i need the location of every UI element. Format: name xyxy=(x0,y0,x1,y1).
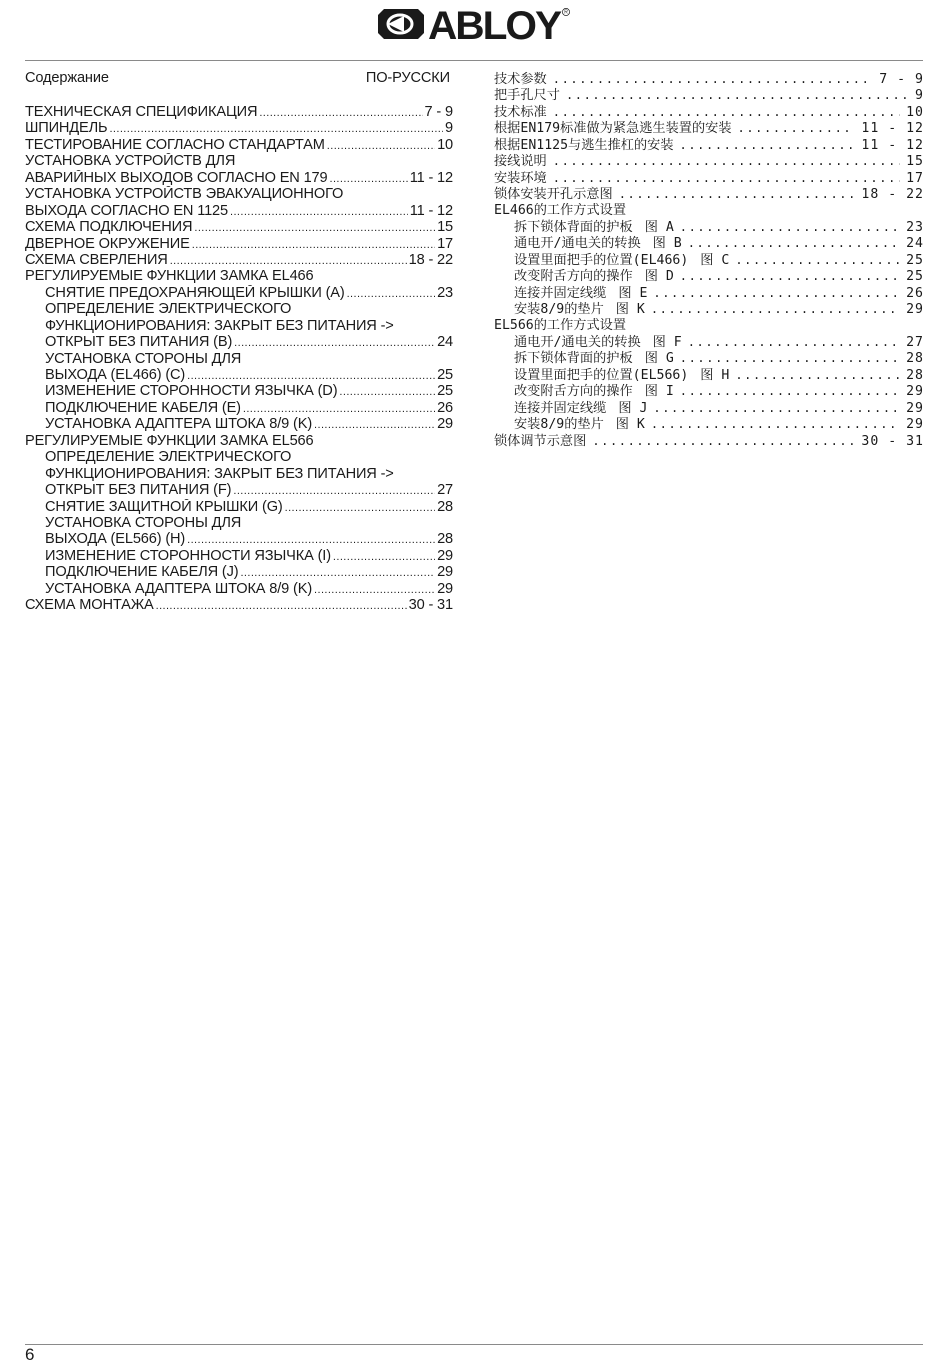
toc-leader-dots xyxy=(651,416,900,432)
toc-entry-text: 通电开/通电关的转换 xyxy=(514,236,641,252)
toc-entry xyxy=(494,367,924,383)
toc-entry-text: 通电开/通电关的转换 xyxy=(514,335,641,350)
svg-text:R: R xyxy=(564,9,568,16)
toc-entry-figure: 图 I xyxy=(644,384,674,400)
toc-title: Содержание xyxy=(25,70,109,86)
toc-entry xyxy=(494,71,924,87)
toc-entry-page: 28 xyxy=(437,531,453,548)
toc-entry-page: 18 - 22 xyxy=(408,251,453,268)
toc-entry-page: 29 xyxy=(437,416,453,433)
toc-entry-text: ОТКРЫТ БЕЗ ПИТАНИЯ (F) xyxy=(45,482,232,499)
russian-toc-list xyxy=(25,104,453,614)
toc-entry xyxy=(494,416,924,432)
toc-entry-text: УСТАНОВКА СТОРОНЫ ДЛЯ xyxy=(45,350,242,367)
toc-entry-page: 29 xyxy=(906,417,924,433)
toc-entry-text: 根据EN1125与逃生推杠的安装 xyxy=(494,137,674,153)
toc-entry-text: 设置里面把手的位置(EL466) xyxy=(514,252,689,268)
toc-entry xyxy=(494,120,924,136)
toc-leader-dots xyxy=(192,237,435,252)
toc-entry-figure: 图 D xyxy=(644,269,674,285)
toc-entry-text: УСТАНОВКА СТОРОНЫ ДЛЯ xyxy=(45,514,242,531)
toc-entry-text: 拆下锁体背面的护板 xyxy=(514,351,633,367)
toc-entry-text: EL466的工作方式设置 xyxy=(494,202,627,218)
toc-entry-page: 29 xyxy=(437,564,453,581)
toc-entry-text: 设置里面把手的位置(EL566) xyxy=(514,367,689,383)
toc-entry-page: 28 xyxy=(906,351,924,367)
toc-entry-text: ВЫХОДА (EL466) (C) xyxy=(45,367,186,383)
toc-entry-figure: 图 G xyxy=(644,351,674,367)
toc-entry-text: 拆下锁体背面的护板 xyxy=(514,219,633,235)
toc-leader-dots xyxy=(653,400,900,416)
brand-name: ABLOY xyxy=(428,6,563,42)
toc-leader-dots xyxy=(240,565,435,580)
toc-entry-text: АВАРИЙНЫХ ВЫХОДОВ СОГЛАСНО EN 179 xyxy=(25,169,328,186)
toc-entry xyxy=(25,351,453,367)
toc-entry xyxy=(494,285,924,301)
toc-entry xyxy=(494,350,924,366)
toc-entry xyxy=(25,170,453,186)
toc-entry-page: 24 xyxy=(906,236,924,252)
toc-entry-text: ПОДКЛЮЧЕНИЕ КАБЕЛЯ (J) xyxy=(45,564,239,581)
toc-leader-dots xyxy=(187,532,435,547)
toc-entry xyxy=(25,597,453,613)
toc-entry-figure: 图 C xyxy=(700,252,730,268)
toc-leader-dots xyxy=(243,401,435,416)
toc-leader-dots xyxy=(234,335,435,350)
toc-entry-text: 安装8/9的垫片 xyxy=(514,302,604,318)
toc-leader-dots xyxy=(553,170,900,186)
toc-leader-dots xyxy=(680,137,856,153)
toc-entry-page: 28 xyxy=(437,498,453,515)
toc-entry-text: РЕГУЛИРУЕМЫЕ ФУНКЦИИ ЗАМКА EL466 xyxy=(25,268,314,285)
toc-entry-page: 23 xyxy=(437,284,453,301)
toc-entry-page: 29 xyxy=(437,547,453,564)
toc-entry xyxy=(25,466,453,482)
footer-rule xyxy=(25,1344,923,1345)
toc-entry xyxy=(494,104,924,120)
toc-leader-dots xyxy=(285,500,435,515)
toc-entry xyxy=(494,433,924,449)
toc-entry-page: 26 xyxy=(906,285,924,301)
toc-entry-text: 改变附舌方向的操作 xyxy=(514,269,633,285)
toc-entry-text: ТЕХНИЧЕСКАЯ СПЕЦИФИКАЦИЯ xyxy=(25,104,258,120)
toc-entry-page: 11 - 12 xyxy=(861,121,924,137)
toc-entry-text: СХЕМА МОНТАЖА xyxy=(25,597,154,614)
toc-entry-text: ФУНКЦИОНИРОВАНИЯ: ЗАКРЫТ БЕЗ ПИТАНИЯ -> xyxy=(45,317,394,334)
toc-entry xyxy=(25,548,453,564)
toc-leader-dots xyxy=(194,220,435,235)
toc-entry-page: 30 - 31 xyxy=(408,597,453,614)
toc-entry-text: 连接并固定线缆 xyxy=(514,400,607,416)
toc-entry-page: 26 xyxy=(437,399,453,416)
toc-leader-dots xyxy=(688,334,900,350)
toc-leader-dots xyxy=(109,121,443,136)
toc-leader-dots xyxy=(566,87,909,103)
toc-entry-text: ОТКРЫТ БЕЗ ПИТАНИЯ (B) xyxy=(45,334,233,351)
toc-entry xyxy=(494,400,924,416)
header-rule xyxy=(25,60,923,61)
toc-entry-page: 11 - 12 xyxy=(409,169,453,186)
toc-entry xyxy=(25,449,453,465)
toc-entry xyxy=(494,268,924,284)
toc-entry-text: 技术标准 xyxy=(494,104,547,120)
toc-leader-dots xyxy=(680,350,900,366)
toc-entry-text: ВЫХОДА СОГЛАСНО EN 1125 xyxy=(25,202,228,219)
toc-entry xyxy=(25,400,453,416)
toc-entry-page: 27 xyxy=(437,482,453,499)
toc-entry-page: 25 xyxy=(437,367,453,383)
toc-entry xyxy=(25,499,453,515)
toc-leader-dots xyxy=(347,286,435,301)
toc-entry-figure: 图 F xyxy=(652,335,682,350)
toc-entry xyxy=(25,367,453,383)
toc-entry xyxy=(25,137,453,153)
toc-entry xyxy=(25,301,453,317)
toc-entry xyxy=(25,581,453,597)
toc-entry-text: ТЕСТИРОВАНИЕ СОГЛАСНО СТАНДАРТАМ xyxy=(25,136,325,153)
toc-entry xyxy=(494,203,924,219)
toc-entry-figure: 图 J xyxy=(618,400,648,416)
toc-leader-dots xyxy=(653,285,900,301)
abloy-logo xyxy=(378,6,574,42)
toc-entry xyxy=(25,203,453,219)
toc-entry-figure: 图 K xyxy=(615,417,645,433)
toc-entry-text: ИЗМЕНЕНИЕ СТОРОННОСТИ ЯЗЫЧКА (I) xyxy=(45,547,331,564)
toc-leader-dots xyxy=(333,549,435,564)
toc-leader-dots xyxy=(688,235,900,251)
toc-entry-text: ИЗМЕНЕНИЕ СТОРОННОСТИ ЯЗЫЧКА (D) xyxy=(45,383,338,400)
toc-entry-page: 10 xyxy=(906,104,924,120)
toc-leader-dots xyxy=(553,71,874,87)
toc-entry xyxy=(25,236,453,252)
toc-leader-dots xyxy=(680,219,900,235)
toc-entry xyxy=(25,120,453,136)
toc-entry-text: 改变附舌方向的操作 xyxy=(514,384,633,400)
russian-toc-header xyxy=(25,70,453,90)
toc-leader-dots xyxy=(156,598,407,613)
toc-entry-page: 10 xyxy=(437,136,453,153)
toc-entry-text: СНЯТИЕ ПРЕДОХРАНЯЮЩЕЙ КРЫШКИ (A) xyxy=(45,284,345,301)
toc-leader-dots xyxy=(314,417,435,432)
toc-entry-page: 11 - 12 xyxy=(409,202,453,219)
toc-entry-text: 连接并固定线缆 xyxy=(514,285,607,301)
toc-entry xyxy=(25,383,453,399)
toc-entry-text: СХЕМА СВЕРЛЕНИЯ xyxy=(25,251,168,268)
toc-entry xyxy=(494,318,924,334)
toc-leader-dots xyxy=(735,252,900,268)
toc-entry-text: ДВЕРНОЕ ОКРУЖЕНИЕ xyxy=(25,235,190,252)
toc-entry-text: 安装环境 xyxy=(494,170,547,186)
toc-leader-dots xyxy=(259,105,422,120)
toc-entry-text: СНЯТИЕ ЗАЩИТНОЙ КРЫШКИ (G) xyxy=(45,498,283,515)
toc-entry-page: 7 - 9 xyxy=(424,104,453,120)
toc-entry-page: 11 - 12 xyxy=(861,137,924,153)
toc-entry xyxy=(25,515,453,531)
toc-entry-page: 17 xyxy=(906,170,924,186)
russian-toc xyxy=(25,70,453,614)
toc-entry-page: 29 xyxy=(437,580,453,597)
toc-entry-page: 28 xyxy=(906,367,924,383)
toc-entry xyxy=(25,153,453,169)
toc-entry-page: 9 xyxy=(915,88,924,104)
toc-entry-text: ШПИНДЕЛЬ xyxy=(25,120,108,137)
toc-entry xyxy=(25,416,453,432)
toc-leader-dots xyxy=(680,268,900,284)
toc-entry xyxy=(25,318,453,334)
toc-entry-page: 18 - 22 xyxy=(861,187,924,203)
toc-entry xyxy=(25,482,453,498)
toc-leader-dots xyxy=(330,171,408,186)
toc-entry xyxy=(25,186,453,202)
toc-entry-page: 25 xyxy=(906,269,924,285)
toc-leader-dots xyxy=(327,138,435,153)
toc-entry-text: ОПРЕДЕЛЕНИЕ ЭЛЕКТРИЧЕСКОГО xyxy=(45,301,292,318)
toc-entry xyxy=(25,285,453,301)
toc-entry-text: СХЕМА ПОДКЛЮЧЕНИЯ xyxy=(25,219,193,236)
toc-entry-page: 25 xyxy=(906,252,924,268)
toc-entry xyxy=(25,564,453,580)
toc-leader-dots xyxy=(314,582,435,597)
toc-entry-page: 29 xyxy=(906,384,924,400)
toc-entry xyxy=(494,153,924,169)
toc-entry xyxy=(494,383,924,399)
toc-leader-dots xyxy=(187,368,435,383)
toc-entry xyxy=(494,219,924,235)
toc-leader-dots xyxy=(233,483,435,498)
toc-entry-text: УСТАНОВКА АДАПТЕРА ШТОКА 8/9 (K) xyxy=(45,580,313,597)
toc-entry-text: ОПРЕДЕЛЕНИЕ ЭЛЕКТРИЧЕСКОГО xyxy=(45,449,292,466)
toc-entry-text: 技术参数 xyxy=(494,72,547,87)
toc-entry xyxy=(494,252,924,268)
toc-entry-page: 29 xyxy=(906,400,924,416)
toc-entry-text: 安装8/9的垫片 xyxy=(514,417,604,433)
toc-leader-dots xyxy=(230,204,408,219)
toc-entry-text: 接线说明 xyxy=(494,154,547,170)
toc-entry-text: 锁体安装开孔示意图 xyxy=(494,187,613,203)
toc-entry-text: УСТАНОВКА УСТРОЙСТВ ЭВАКУАЦИОННОГО xyxy=(25,186,344,203)
chinese-toc-list xyxy=(494,71,924,449)
toc-entry-page: 27 xyxy=(906,335,924,350)
toc-leader-dots xyxy=(738,120,856,136)
toc-entry xyxy=(25,252,453,268)
toc-leader-dots xyxy=(553,104,900,120)
toc-entry xyxy=(494,137,924,153)
toc-entry-page: 30 - 31 xyxy=(861,433,924,449)
toc-entry-text: ПОДКЛЮЧЕНИЕ КАБЕЛЯ (E) xyxy=(45,399,241,416)
toc-entry xyxy=(494,301,924,317)
toc-leader-dots xyxy=(680,383,900,399)
toc-entry-page: 15 xyxy=(437,219,453,236)
toc-leader-dots xyxy=(619,186,856,202)
toc-entry-figure: 图 E xyxy=(618,285,648,301)
toc-entry-page: 7 - 9 xyxy=(879,72,924,87)
toc-entry-text: 根据EN179标准做为紧急逃生装置的安装 xyxy=(494,121,732,137)
toc-leader-dots xyxy=(339,384,435,399)
toc-entry-page: 23 xyxy=(906,219,924,235)
toc-entry-page: 25 xyxy=(437,383,453,400)
chinese-toc xyxy=(494,71,924,449)
toc-entry-figure: 图 B xyxy=(652,236,682,252)
toc-entry xyxy=(25,268,453,284)
toc-entry-text: ВЫХОДА (EL566) (H) xyxy=(45,531,186,548)
toc-leader-dots xyxy=(553,153,900,169)
toc-entry-text: УСТАНОВКА УСТРОЙСТВ ДЛЯ xyxy=(25,153,236,170)
toc-entry xyxy=(494,186,924,202)
toc-leader-dots xyxy=(735,367,900,383)
toc-entry-text: ФУНКЦИОНИРОВАНИЯ: ЗАКРЫТ БЕЗ ПИТАНИЯ -> xyxy=(45,465,394,482)
toc-entry xyxy=(494,235,924,251)
toc-entry xyxy=(494,170,924,186)
toc-entry xyxy=(25,433,453,449)
page-number: 6 xyxy=(25,1345,35,1364)
toc-entry-text: УСТАНОВКА АДАПТЕРА ШТОКА 8/9 (K) xyxy=(45,416,313,433)
toc-entry-text: 锁体调节示意图 xyxy=(494,433,587,449)
toc-entry-text: РЕГУЛИРУЕМЫЕ ФУНКЦИИ ЗАМКА EL566 xyxy=(25,432,314,449)
toc-entry-page: 9 xyxy=(445,120,453,137)
toc-entry-text: EL566的工作方式设置 xyxy=(494,317,627,333)
toc-entry xyxy=(25,104,453,120)
toc-entry-page: 24 xyxy=(437,334,453,351)
toc-entry xyxy=(25,531,453,547)
toc-entry-figure: 图 K xyxy=(615,302,645,318)
toc-entry xyxy=(25,219,453,235)
toc-entry xyxy=(25,334,453,350)
toc-entry xyxy=(494,87,924,103)
toc-leader-dots xyxy=(170,253,407,268)
toc-entry-page: 17 xyxy=(437,235,453,252)
toc-entry-figure: 图 H xyxy=(700,367,730,383)
toc-entry xyxy=(494,334,924,350)
toc-entry-text: 把手孔尺寸 xyxy=(494,88,560,104)
toc-entry-figure: 图 A xyxy=(644,219,674,235)
toc-entry-page: 29 xyxy=(906,302,924,318)
toc-entry-page: 15 xyxy=(906,154,924,170)
toc-leader-dots xyxy=(651,301,900,317)
toc-leader-dots xyxy=(592,433,855,449)
language-label: ПО-РУССКИ xyxy=(365,70,450,86)
